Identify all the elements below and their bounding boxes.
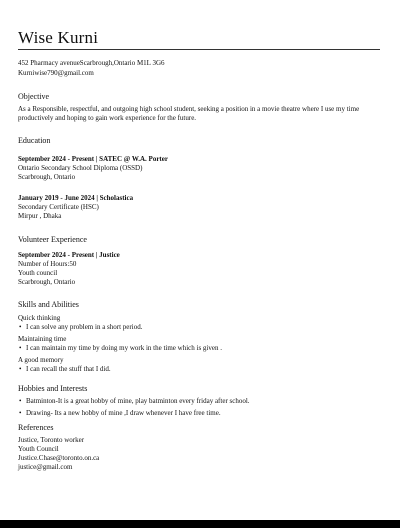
hobby-item: • Drawing- Its a new hobby of mine ,I draw whenever I have free time. — [18, 409, 380, 418]
objective-text: As a Responsible, respectful, and outgoing high school student, seeking a position in a movie theatre where I use my time productively and hoping to gain work experience for the future. — [18, 105, 360, 122]
volunteer-line: Scarbrough, Ontario — [18, 278, 76, 286]
skill-name: Maintaining time — [18, 335, 67, 343]
hobbies-heading: Hobbies and Interests — [18, 384, 88, 393]
education-entry-line: Mirpur , Dhaka — [18, 212, 62, 220]
education-section — [18, 136, 380, 221]
education-entry-title: January 2019 - June 2024 | Scholastica — [18, 194, 134, 202]
reference-line: Youth Council — [18, 445, 59, 453]
objective-heading: Objective — [18, 92, 50, 101]
skills-heading: Skills and Abilities — [18, 300, 79, 309]
hobby-item: • Batminton-It is a great hobby of mine, play batminton every friday after school. — [18, 397, 380, 406]
hobbies-section — [18, 384, 380, 418]
education-entry-line: Ontario Secondary School Diploma (OSSD) — [18, 164, 143, 172]
skill-detail: • I can recall the stuff that I did. — [18, 365, 380, 374]
skills-section — [18, 300, 380, 374]
contact-block — [18, 59, 165, 78]
header-divider — [18, 49, 380, 50]
skill-detail: • I can maintain my time by doing my work in the time which is given . — [18, 344, 380, 353]
education-heading: Education — [18, 136, 51, 145]
contact-email: Kurniwise790@gmail.com — [18, 68, 94, 77]
references-heading: References — [18, 423, 54, 432]
skill-name: Quick thinking — [18, 314, 61, 322]
education-entry-line: Scarbrough, Ontario — [18, 173, 76, 181]
reference-line: justice@gmail.com — [18, 463, 73, 471]
contact-address: 452 Pharmacy avenueScarbrough,Ontario M1L 3G6 — [18, 59, 165, 67]
references-section — [18, 423, 380, 472]
education-entry-title: September 2024 - Present | SATEC @ W.A. Porter — [18, 155, 168, 163]
volunteer-title: September 2024 - Present | Justice — [18, 251, 120, 259]
volunteer-section — [18, 235, 380, 287]
education-entry-line: Secondary Certificate (HSC) — [18, 203, 99, 211]
skill-name: A good memory — [18, 356, 64, 364]
volunteer-line: Number of Hours:50 — [18, 260, 77, 268]
reference-line: Justice.Chase@toronto.on.ca — [18, 454, 100, 462]
resume-name: Wise Kurni — [18, 28, 99, 47]
volunteer-line: Youth council — [18, 269, 58, 277]
objective-section — [18, 92, 380, 123]
skill-detail: • I can solve any problem in a short period. — [18, 323, 380, 332]
reference-line: Justice, Toronto worker — [18, 436, 85, 444]
volunteer-heading: Volunteer Experience — [18, 235, 87, 244]
bottom-edge-bar — [0, 520, 400, 528]
